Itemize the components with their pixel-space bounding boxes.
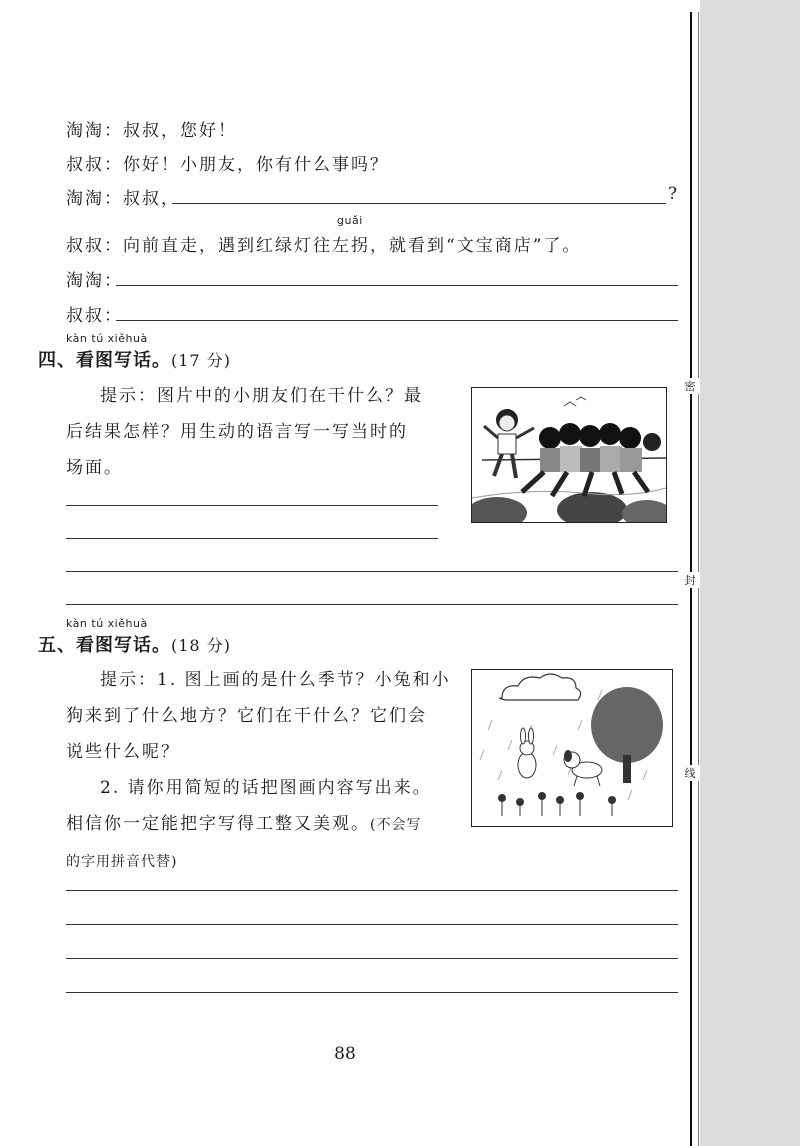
writing-line-5-1[interactable]: [66, 890, 678, 891]
section5-hint-l2: 狗来到了什么地方？它们在干什么？它们会: [66, 706, 427, 726]
section5-score: (18 分): [171, 636, 231, 655]
section4-hint-l2: 后结果怎样？用生动的语言写一写当时的: [66, 422, 408, 442]
tug-of-war-illustration: [472, 388, 666, 522]
dialogue-line-4: 叔叔：向前直走，遇到红绿灯往左拐，就看到“文宝商店”了。: [66, 236, 582, 256]
writing-line-5-2[interactable]: [66, 924, 678, 925]
section5-hint-l6: 的字用拼音代替): [66, 854, 178, 870]
section5-title: 五、看图写话。: [38, 635, 171, 656]
section5-hint: [66, 662, 451, 880]
section4-score: (17 分): [171, 351, 231, 370]
section4-heading: [38, 346, 231, 372]
section5-pinyin: kàn tú xiěhuà: [66, 617, 148, 630]
section4-title: 四、看图写话。: [38, 350, 171, 371]
writing-line-5-4[interactable]: [66, 992, 678, 993]
rabbit-dog-rain-illustration: [472, 670, 672, 826]
seal-char-xian: 线: [681, 765, 699, 781]
writing-line-4-3[interactable]: [66, 571, 678, 572]
binding-margin: [700, 0, 800, 1146]
dialogue-line-5-prefix: 淘淘：: [66, 271, 123, 291]
pinyin-guai: guǎi: [337, 214, 363, 227]
section4-hint: [66, 378, 423, 486]
dialogue-line-3-suffix: ?: [668, 184, 680, 204]
section4-pinyin: kàn tú xiěhuà: [66, 332, 148, 345]
writing-line-4-2[interactable]: [66, 538, 438, 539]
page-number: 88: [334, 1044, 356, 1064]
seal-char-feng: 封: [681, 572, 699, 588]
section5-hint-l5-text: 相信你一定能把字写得工整又美观。: [66, 814, 370, 834]
answer-blank-3[interactable]: [116, 320, 678, 321]
dialogue-line-3-prefix: 淘淘：叔叔，: [66, 189, 180, 209]
section4-hint-l3: 场面。: [66, 458, 123, 478]
writing-line-5-3[interactable]: [66, 958, 678, 959]
tug-of-war-picture: [471, 387, 667, 523]
section5-hint-l5-small: (不会写: [370, 817, 422, 833]
dialogue-line-2: 叔叔：你好！小朋友，你有什么事吗？: [66, 155, 389, 175]
dialogue-line-1: 淘淘：叔叔，您好！: [66, 121, 237, 141]
section4-hint-l1: 提示：图片中的小朋友们在干什么？最: [100, 386, 423, 406]
section5-hint-l1: 提示：1. 图上画的是什么季节？小兔和小: [100, 670, 451, 690]
writing-line-4-1[interactable]: [66, 505, 438, 506]
section5-hint-l5: [66, 806, 451, 843]
answer-blank-2[interactable]: [116, 285, 678, 286]
dialogue-line-6-prefix: 叔叔：: [66, 306, 123, 326]
answer-blank-1[interactable]: [172, 203, 666, 204]
writing-line-4-4[interactable]: [66, 604, 678, 605]
section5-hint-l4: 2. 请你用简短的话把图画内容写出来。: [100, 778, 432, 798]
section5-hint-l3: 说些什么呢？: [66, 742, 180, 762]
section5-heading: [38, 631, 231, 657]
seal-char-mi: 密: [681, 378, 699, 394]
rabbit-dog-rain-picture: [471, 669, 673, 827]
